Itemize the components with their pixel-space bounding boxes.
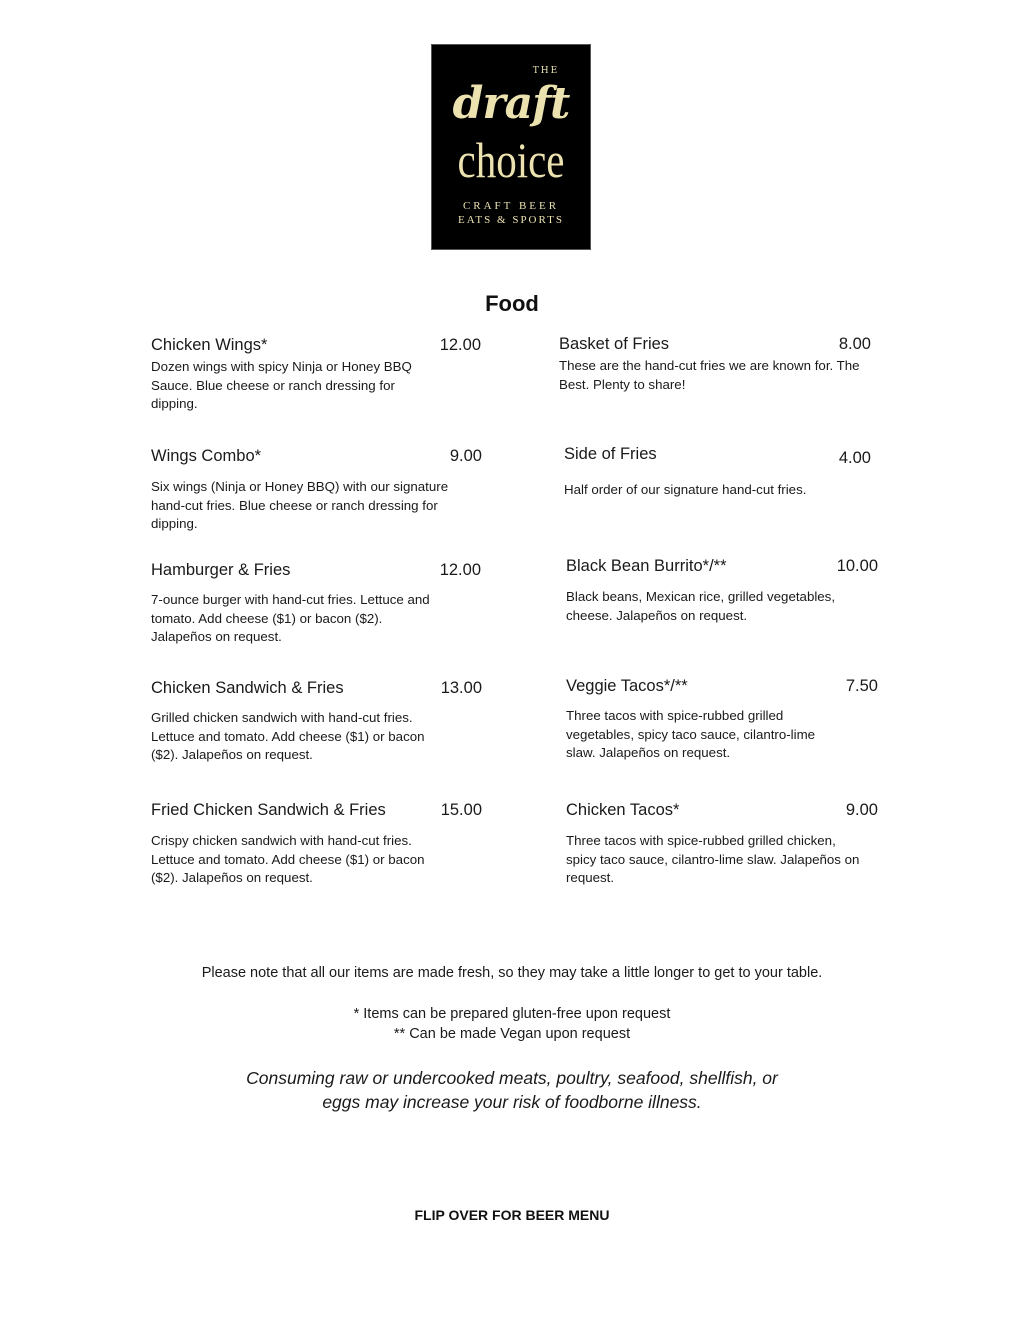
section-title: Food [485, 291, 539, 316]
item-description: Grilled chicken sandwich with hand-cut fries. Lettuce and tomato. Add cheese ($1) or bacon ($2). Jalapeños on request. [151, 710, 425, 762]
logo [432, 45, 590, 249]
item-name: Chicken Tacos* [566, 801, 680, 819]
item-header [151, 800, 482, 820]
item-description: Black beans, Mexican rice, grilled vegetables, cheese. Jalapeños on request. [566, 589, 836, 623]
item-description: Half order of our signature hand-cut fries. [564, 482, 807, 497]
health-warning [0, 1066, 1024, 1114]
health-warning-line-1: Consuming raw or undercooked meats, poultry, seafood, shellfish, or [246, 1068, 778, 1088]
freshness-note: Please note that all our items are made fresh, so they may take a little longer to get to your table. [201, 965, 823, 981]
item-name: Hamburger & Fries [151, 561, 291, 579]
item-name: Wings Combo* [151, 447, 262, 465]
item-price: 9.00 [845, 801, 878, 819]
item-name: Fried Chicken Sandwich & Fries [151, 801, 386, 819]
item-header [151, 446, 482, 466]
item-price: 12.00 [439, 336, 481, 354]
logo-tagline-1: CRAFT BEER [462, 200, 560, 212]
item-name: Veggie Tacos*/** [566, 677, 688, 695]
logo-choice: choice [457, 133, 565, 187]
item-header [151, 678, 482, 698]
item-header [566, 800, 878, 820]
item-price: 4.00 [838, 449, 871, 467]
item-description: These are the hand-cut fries we are known for. The Best. Plenty to share! [559, 358, 860, 392]
item-header [151, 560, 481, 580]
health-warning-line-2: eggs may increase your risk of foodborne illness. [322, 1092, 702, 1112]
vegan-note: ** Can be made Vegan upon request [393, 1026, 631, 1042]
item-price: 10.00 [836, 557, 878, 575]
logo-tagline-2: EATS & SPORTS [457, 214, 565, 226]
gluten-free-note: * Items can be prepared gluten-free upon request [353, 1006, 671, 1022]
item-description: Crispy chicken sandwich with hand-cut fries. Lettuce and tomato. Add cheese ($1) or bacon ($2). Jalapeños on request. [151, 833, 425, 885]
item-description: Dozen wings with spicy Ninja or Honey BBQ Sauce. Blue cheese or ranch dressing for dipping. [151, 359, 412, 411]
item-description: 7-ounce burger with hand-cut fries. Lettuce and tomato. Add cheese ($1) or bacon ($2). Jalapeños on request. [151, 592, 430, 644]
item-header [559, 334, 871, 354]
item-name: Chicken Sandwich & Fries [151, 679, 344, 697]
item-header [566, 676, 878, 696]
item-price: 7.50 [845, 677, 878, 695]
item-name: Black Bean Burrito*/** [566, 557, 727, 575]
item-description: Three tacos with spice-rubbed grilled chicken, spicy taco sauce, cilantro-lime slaw. Jalapeños on request. [566, 833, 860, 885]
item-header [564, 444, 871, 468]
item-price: 12.00 [439, 561, 481, 579]
item-description: Three tacos with spice-rubbed grilled vegetables, spicy taco sauce, cilantro-lime slaw. Jalapeños on request. [566, 708, 816, 760]
item-price: 9.00 [449, 447, 482, 465]
item-price: 13.00 [440, 679, 482, 697]
item-name: Side of Fries [564, 445, 657, 463]
logo-draft: draft [452, 79, 570, 129]
item-description: Six wings (Ninja or Honey BBQ) with our signature hand-cut fries. Blue cheese or ranch dressing for dipping. [151, 479, 449, 531]
item-price: 15.00 [440, 801, 482, 819]
logo-the: THE [532, 66, 560, 76]
item-header [151, 335, 481, 355]
item-price: 8.00 [838, 335, 871, 353]
item-header [566, 556, 878, 576]
item-name: Basket of Fries [559, 335, 670, 353]
flip-over-note: FLIP OVER FOR BEER MENU [414, 1207, 610, 1223]
item-name: Chicken Wings* [151, 336, 268, 354]
